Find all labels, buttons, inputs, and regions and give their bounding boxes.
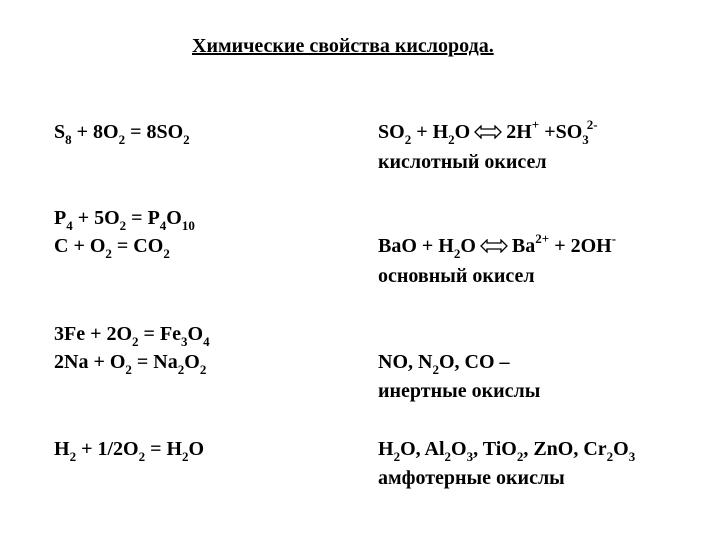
double-arrow-icon: [474, 125, 502, 139]
sodium-equation: $2Na + O_2 = Na_2O_2$: [54, 351, 207, 377]
hydrogen-equation: $H_2 + 1/2O_2 = H_2O$: [54, 438, 205, 464]
double-arrow-icon: [480, 239, 508, 253]
acid-oxide-label: кислотный окисел: [378, 151, 547, 173]
basic-oxide-equation: BaO + $H_2O$ $Ba^{2+} + 2OH^-$: [378, 231, 617, 261]
iron-equation: $3Fe + 2O_2 = Fe_3O_4$: [54, 323, 210, 349]
amphoteric-oxide-label: амфотерные окислы: [378, 467, 565, 489]
sulfur-equation: $S_8 + 8O_2 = 8SO_2$: [54, 121, 190, 147]
inert-oxide-equation: NO, $N_2O$, CO –: [378, 351, 510, 377]
carbon-equation: $C + O_2 = CO_2$: [54, 235, 170, 261]
basic-oxide-label: основный окисел: [378, 265, 535, 287]
amphoteric-oxide-equation: $H_2O$, $Al_2O_3$, TiO$_2$, ZnO, $Cr_2O_3$: [378, 438, 636, 464]
page-title: Химические свойства кислорода.: [192, 35, 494, 57]
inert-oxide-label: инертные окислы: [378, 380, 541, 402]
phosphorus-equation: $P_4 + 5O_2 = P_4O_{10}$: [54, 207, 195, 233]
acid-oxide-equation: $SO_2 + H_2O$ $2H^+ +SO_3^{2-}$: [378, 117, 598, 147]
